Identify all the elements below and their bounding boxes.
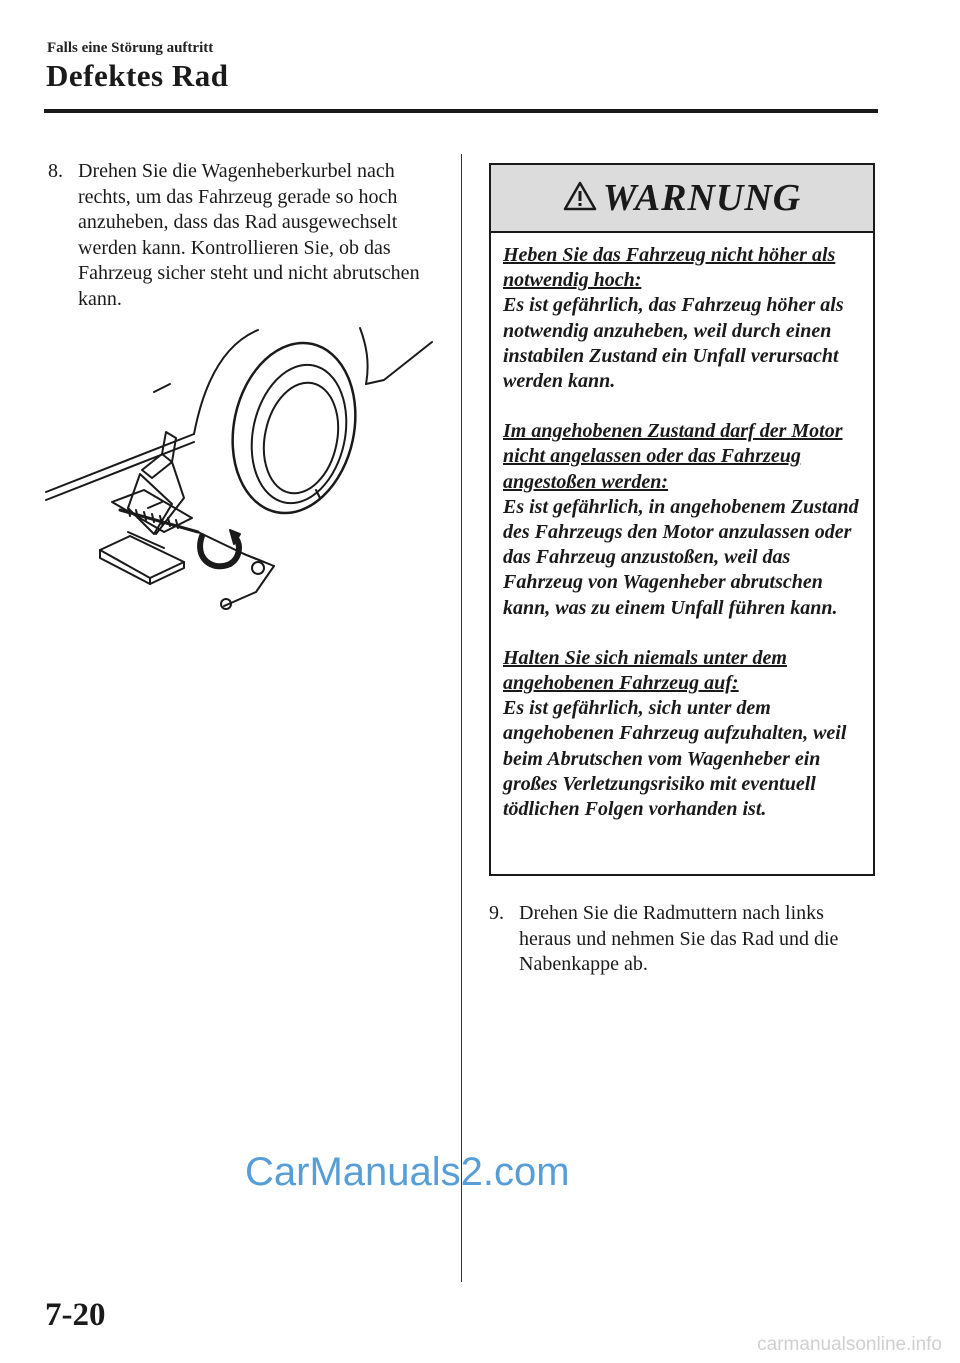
warning-item-heading: Heben Sie das Fahrzeug nicht höher als notwendig hoch:: [503, 244, 836, 292]
car-jack-wheel-icon: [44, 322, 440, 614]
warning-item: [503, 243, 861, 394]
watermark: CarManuals2.com: [245, 1150, 570, 1194]
warning-item-heading: Im angehobenen Zustand darf der Motor nicht angelassen oder das Fahrzeug angestoßen werden:: [503, 420, 843, 493]
warning-item: [503, 646, 861, 822]
warning-item-body: Es ist gefährlich, das Fahrzeug höher als notwendig anzuheben, weil durch einen instabilen Zustand ein Unfall verursacht werden kann.: [503, 294, 844, 393]
warning-item-body: Es ist gefährlich, sich unter dem angehobenen Fahrzeug aufzuhalten, weil beim Abrutschen vom Wagenheber ein großes Verletzungsrisiko mit eventuell tödlichen Folgen vorhanden ist.: [503, 697, 847, 821]
title-rule: [44, 109, 878, 113]
page-title: Defektes Rad: [46, 58, 229, 93]
step-9-number: 9.: [489, 902, 504, 924]
step-9-text: Drehen Sie die Radmuttern nach links heraus und nehmen Sie das Rad und die Nabenkappe ab.: [519, 902, 839, 975]
warning-body: [491, 233, 873, 822]
warning-item: [503, 419, 861, 621]
warning-item-heading: Halten Sie sich niemals unter dem angehobenen Fahrzeug auf:: [503, 646, 787, 695]
step-9: [489, 901, 869, 978]
warning-triangle-icon: [563, 181, 597, 211]
section-label: Falls eine Störung auftritt: [47, 40, 214, 56]
car-jack-illustration: [44, 322, 440, 614]
step-8: [48, 159, 448, 312]
footer-site: carmanualsonline.info: [757, 1334, 942, 1355]
column-divider: [461, 154, 462, 1282]
warning-header: [491, 165, 873, 233]
warning-box: [489, 163, 875, 876]
warning-item-body: Es ist gefährlich, in angehobenem Zustand des Fahrzeugs den Motor anzulassen oder das Fahrzeug anzustoßen, weil das Fahrzeug von Wagenheber abrutschen kann, was zu einem Unfall führen kann.: [503, 495, 859, 619]
step-8-number: 8.: [48, 160, 63, 182]
step-8-text: Drehen Sie die Wagenheberkurbel nach rechts, um das Fahrzeug gerade so hoch anzuheben, dass das Rad ausgewechselt werden kann. Kontrollieren Sie, ob das Fahrzeug sicher steht und nicht abrutschen kann.: [78, 160, 420, 310]
page-number: 7-20: [45, 1297, 106, 1333]
warning-title: WARNUNG: [602, 177, 802, 219]
